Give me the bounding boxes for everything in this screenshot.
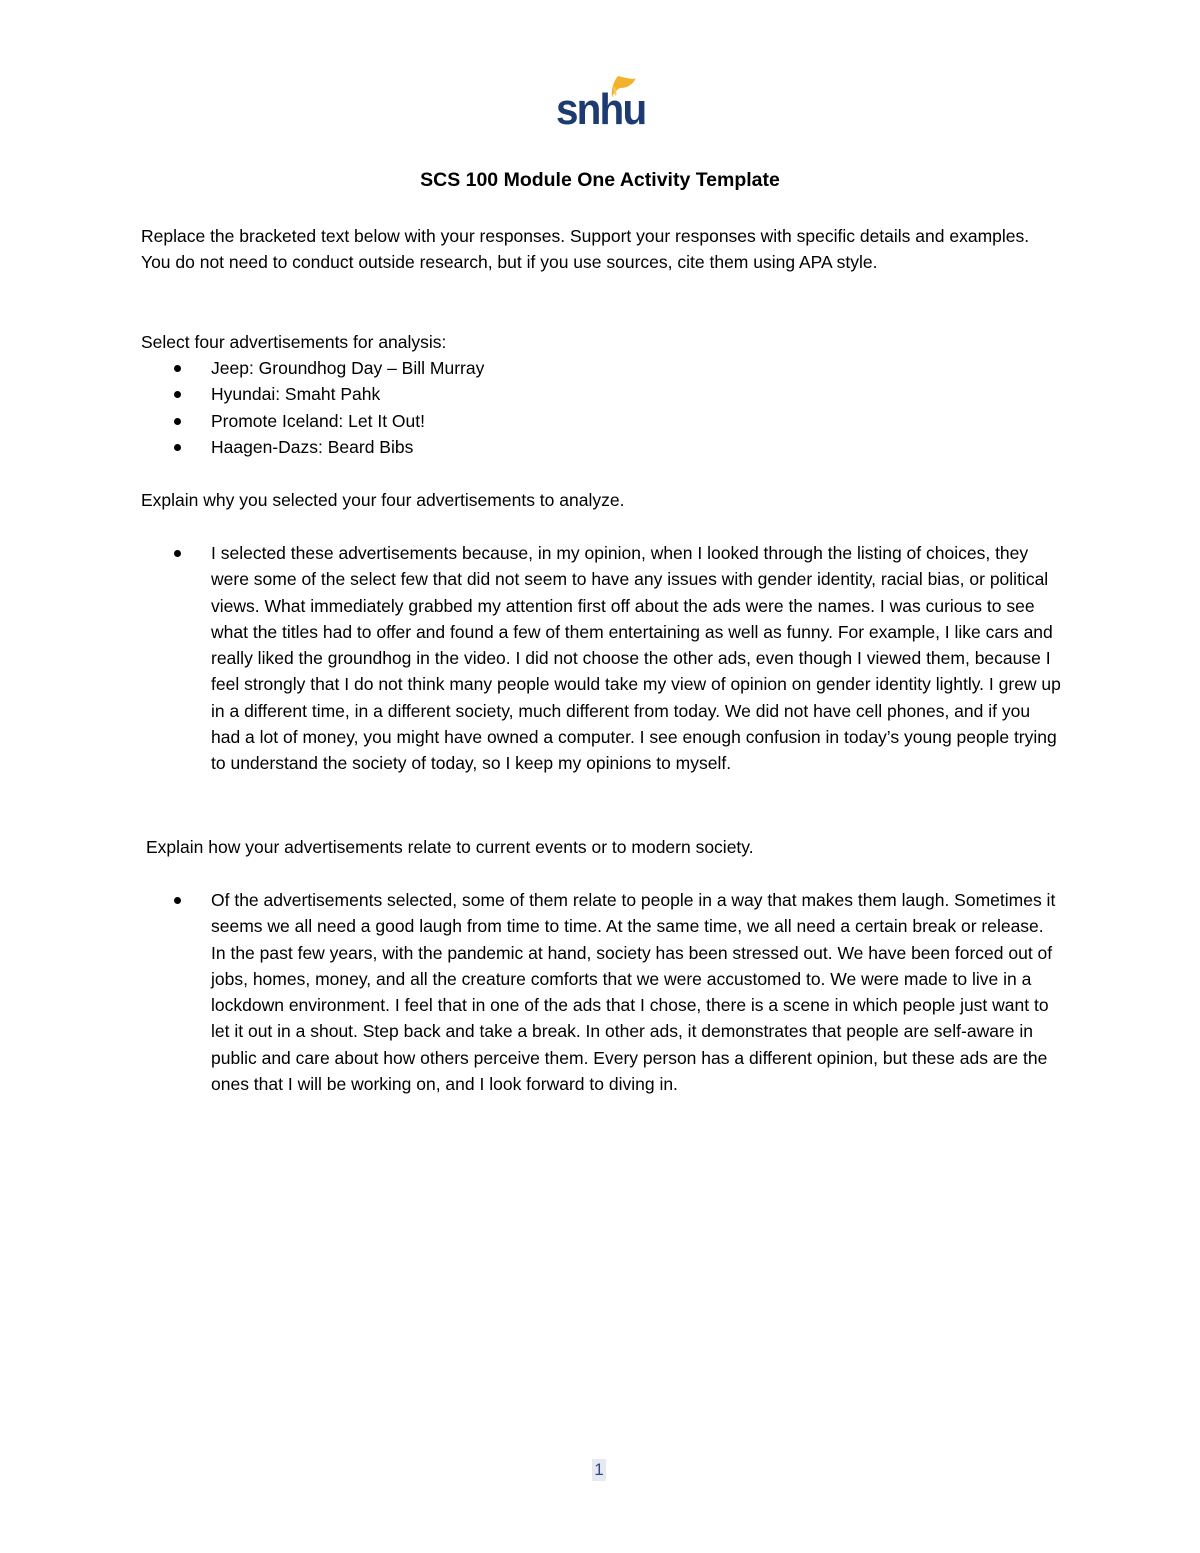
- bullet-icon: [174, 391, 181, 398]
- advertisement-list: [141, 355, 1061, 460]
- bullet-icon: [174, 550, 181, 557]
- advertisement-name: Jeep: Groundhog Day – Bill Murray: [211, 358, 485, 378]
- answer-one-list: [141, 540, 1061, 777]
- answer-two-text: Of the advertisements selected, some of them relate to people in a way that makes them laugh. Sometimes it seems we all need a good laugh from time to time. At the same time, we all need a certain break or release. In the past few years, with the pandemic at hand, society has been stressed out. We have been forced out of jobs, homes, money, and all the creature comforts that we were accustomed to. We were made to live in a lockdown environment. I feel that in one of the ads that I chose, there is a scene in which people just want to let it out in a shout. Step back and take a break. In other ads, it demonstrates that people are self-aware in public and care about how others perceive them. Every person has a different opinion, but these ads are the ones that I will be working on, and I look forward to diving in.: [211, 890, 1056, 1095]
- bullet-icon: [174, 418, 181, 425]
- question-one: Explain why you selected your four advertisements to analyze.: [141, 490, 625, 510]
- logo-wordmark: snhu: [556, 85, 646, 134]
- answer-one-text: I selected these advertisements because, in my opinion, when I looked through the listing of choices, they were some of the select few that did not seem to have any issues with gender identity, racial bias, or political views. What immediately grabbed my attention first off about the ads were the names. I was curious to see what the titles had to offer and found a few of them entertaining as well as funny. For example, I like cars and really liked the groundhog in the video. I did not choose the other ads, even though I viewed them, because I feel strongly that I do not think many people would take my view of opinion on gender identity lightly. I grew up in a different time, in a different society, much different from today. We did not have cell phones, and if you had a lot of money, you might have owned a computer. I see enough confusion in today’s young people trying to understand the society of today, so I keep my opinions to myself.: [211, 543, 1061, 774]
- answer-two-list: [141, 887, 1061, 1097]
- list-item: [141, 887, 1061, 1097]
- select-ads-label: Select four advertisements for analysis:: [141, 332, 447, 352]
- snhu-logo: [556, 74, 646, 134]
- advertisement-name: Hyundai: Smaht Pahk: [211, 384, 381, 405]
- bullet-icon: [174, 897, 181, 904]
- list-item: [141, 355, 1061, 381]
- list-item: [141, 381, 1061, 407]
- advertisement-name: Haagen-Dazs: Beard Bibs: [211, 436, 414, 457]
- document-title: SCS 100 Module One Activity Template: [420, 169, 780, 191]
- list-item: [141, 434, 1061, 460]
- instructions-paragraph: Replace the bracketed text below with your responses. Support your responses with specific details and examples. You do not need to conduct outside research, but if you use sources, cite them using APA style.: [141, 226, 1030, 273]
- list-item: [141, 408, 1061, 434]
- page-number: 1: [592, 1459, 606, 1481]
- advertisement-name: Promote Iceland: Let It Out!: [211, 410, 425, 431]
- bullet-icon: [174, 365, 181, 372]
- bullet-icon: [174, 444, 181, 451]
- question-two: Explain how your advertisements relate to current events or to modern society.: [146, 837, 754, 857]
- list-item: [141, 540, 1061, 777]
